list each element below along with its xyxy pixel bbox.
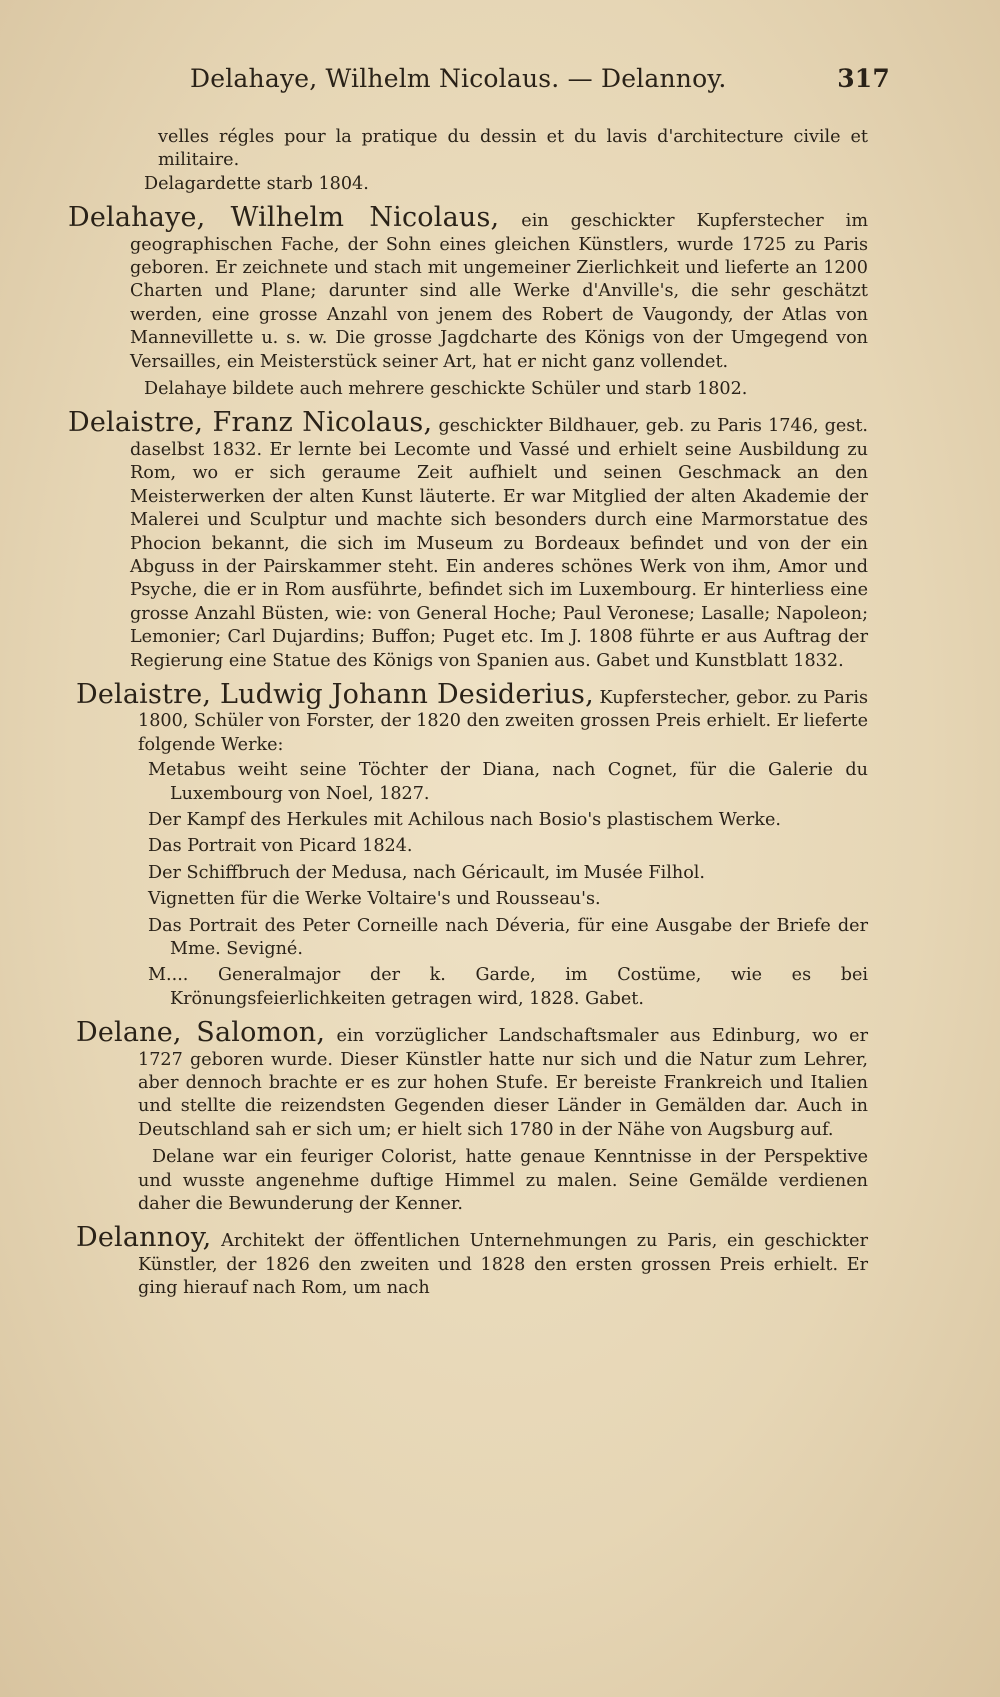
continued-text: velles régles pour la pratique du dessin et du lavis d'architecture civile et militaire. xyxy=(158,127,868,171)
entry-name: Delaistre, Franz Nicolaus, xyxy=(68,407,433,439)
entry-text: ein geschickter Kupferstecher im geographischen Fache, der Sohn eines gleichen Künstlers, wurde 1725 zu Paris geboren. Er zeichnete und stach mit ungemeiner Zierlichkeit und lieferte an 1200 Charten und Plane; darunter sind alle Werke d'Anville's, die sehr geschätzt werden, eine grosse Anzahl von jenem des Robert de Vaugondy, der Atlas von Mannevillette u. s. w. Die grosse Jagdcharte des Königs von der Umgegend von Versailles, ein Meisterstück seiner Art, hat er nicht ganz vollendet. xyxy=(130,211,868,372)
entry-name: Delahaye, Wilhelm Nicolaus, xyxy=(68,202,500,234)
entry-text: geschickter Bildhauer, geb. zu Paris 1746, gest. daselbst 1832. Er lernte bei Lecomte und Vassé und erhielt seine Ausbildung zu Rom, wo er sich geraume Zeit aufhielt und seinen Geschmack an den Meisterwerken der alten Kunst läuterte. Er war Mitglied der alten Akademie der Malerei und Sculptur und machte sich besonders durch eine Marmorstatue des Phocion bekannt, die sich im Museum zu Bordeaux befindet und von der ein Abguss in der Pairskammer steht. Ein anderes schönes Werk von ihm, Amor und Psyche, die er in Rom ausführte, befindet sich im Luxembourg. Er hinterliess eine grosse Anzahl Büsten, wie: von General Hoche; Paul Veronese; Lasalle; Napoleon; Lemonier; Carl Dujardins; Buffon; Puget etc. Im J. 1808 führte er aus Auftrag der Regierung eine Statue des Königs von Spanien aus. Gabet und Kunstblatt 1832. xyxy=(130,416,868,671)
entry-delaistre-ludwig xyxy=(68,678,868,1011)
entry-name: Delane, Salomon, xyxy=(76,1017,326,1049)
entry-delannoy xyxy=(68,1222,869,1300)
list-item: Das Portrait von Picard 1824. xyxy=(148,836,413,857)
works-list xyxy=(68,759,868,1011)
list-item: Metabus weiht seine Töchter der Diana, nach Cognet, für die Galerie du Luxembourg von Noel, 1827. xyxy=(148,760,868,804)
list-item: Das Portrait des Peter Corneille nach Déveria, für eine Ausgabe der Briefe der Mme. Sevigné. xyxy=(148,915,868,959)
list-item: Vignetten für die Werke Voltaire's und Rousseau's. xyxy=(148,889,601,910)
page-body xyxy=(68,126,868,1309)
entry-name: Delannoy, xyxy=(76,1222,212,1254)
entry-extra: Delahaye bildete auch mehrere geschickte Schüler und starb 1802. xyxy=(144,379,748,400)
entry-text: Architekt der öffentlichen Unternehmungen zu Paris, ein geschickter Künstler, der 1826 den zweiten und 1828 den ersten grossen Preis erhielt. Er ging hierauf nach Rom, um nach xyxy=(138,1231,869,1299)
entry-name: Delaistre, Ludwig Johann Desiderius, xyxy=(76,678,594,710)
entry-delahaye xyxy=(68,202,868,401)
entry-extra: Delane war ein feuriger Colorist, hatte genaue Kenntnisse in der Perspektive und wusste angenehme duftige Himmel zu malen. Seine Gemälde verdienen daher die Bewunderung der Kenner. xyxy=(138,1147,868,1215)
continued-death-note: Delagardette starb 1804. xyxy=(144,173,369,194)
list-item: Der Kampf des Herkules mit Achilous nach Bosio's plastischem Werke. xyxy=(148,809,781,830)
running-title: Delahaye, Wilhelm Nicolaus. — Delannoy. xyxy=(190,64,727,93)
list-item: Der Schiffbruch der Medusa, nach Géricault, im Musée Filhol. xyxy=(148,862,706,883)
running-header xyxy=(190,64,890,93)
entry-text: Kupferstecher, gebor. zu Paris 1800, Schüler von Forster, der 1820 den zweiten grossen Preis erhielt. Er lieferte folgende Werke: xyxy=(138,687,868,755)
entry-delaistre-franz xyxy=(68,407,868,672)
page-number: 317 xyxy=(837,64,890,93)
entry-delane xyxy=(68,1017,869,1216)
list-item: M.... Generalmajor der k. Garde, im Costüme, wie es bei Krönungsfeierlichkeiten getragen wird, 1828. Gabet. xyxy=(148,965,868,1009)
entry-text: ein vorzüglicher Landschaftsmaler aus Edinburg, wo er 1727 geboren wurde. Dieser Künstler hatte nur sich und die Natur zum Lehrer, aber dennoch brachte er es zur hohen Stufe. Er bereiste Frankreich und Italien und stellte die reizendsten Gegenden dieser Länder in Gemälden dar. Auch in Deutschland sah er sich um; er hielt sich 1780 in der Nähe von Augsburg auf. xyxy=(138,1026,869,1140)
